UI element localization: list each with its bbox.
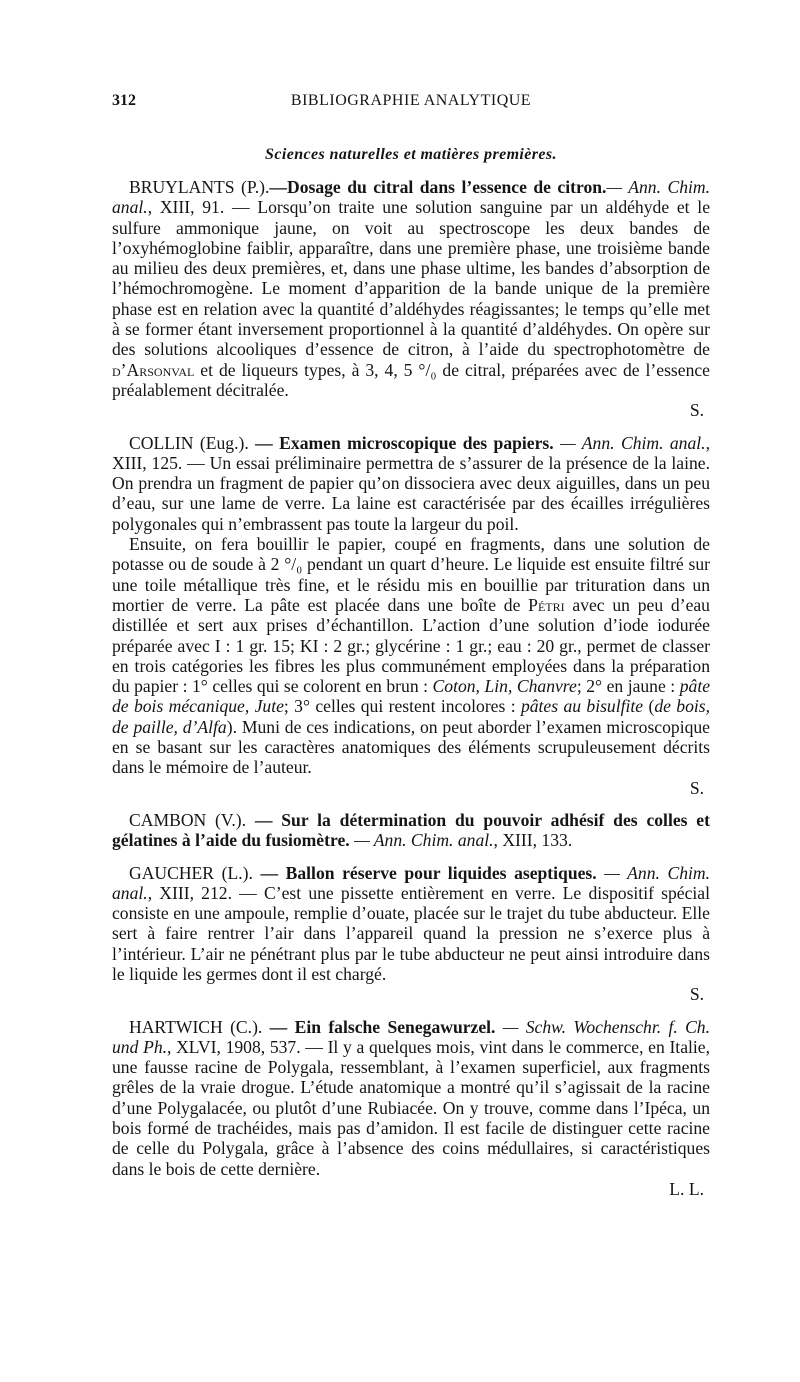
entry-signature: S. [689, 400, 704, 421]
entry-paragraph [112, 863, 710, 985]
entry-text: ). Muni de ces indications, on peut aborder l’examen microscopique en se basant sur les caractères anatomiques des éléments scrupuleusement décrits dans le mémoire de l’auteur. [112, 716, 710, 778]
entry-source: — Schw. Wochenschr. f. Ch. und Ph. [112, 1016, 711, 1057]
entry-author: COLLIN (Eug.). [129, 432, 249, 453]
entry-paragraph [112, 1017, 710, 1179]
entry-source: — Ann. Chim. anal. [112, 862, 710, 903]
entry-text: ; 2° en jaune : [576, 676, 680, 697]
entry-text: ; 3° celles qui restent incolores : [283, 696, 521, 717]
entry-source-ref: , XIII, 91. [147, 197, 225, 218]
entry-text: et de liqueurs types, à 3, 4, 5 °/₀ de citral, préparées avec de l’essence préalablement décitralée. [112, 359, 710, 400]
entry-paragraph [112, 177, 710, 400]
entry-source: — Ann. Chim. anal. [553, 432, 706, 453]
entry-title: —Dosage du citral dans l’essence de citron. [269, 177, 607, 197]
running-title: BIBLIOGRAPHIE ANALYTIQUE [290, 92, 532, 109]
entry-person-name: d’Arsonval [112, 359, 195, 380]
entry-paragraph [112, 433, 710, 534]
entry-cambon [112, 810, 710, 851]
entry-text: — Il y a quelques mois, vint dans le commerce, en Italie, une fausse racine de Polygala, ressemblant, à l’examen superficiel, aux fragments grêles de la vraie drogue. L’étude anatomique a montré qu’il s’agissait de la racine d’une Polygalacée, ou plutôt d’une Rubiacée. On y trouve, comme dans l’Ipéca, un bois formé de trachéides, mais pas d’amidon. Il est facile de distinguer cette racine de celle du Polygala, grâce à l’absence des coins médullaires, si caractéristiques dans le bois de cette dernière. [112, 1036, 710, 1179]
entry-gaucher [112, 863, 710, 1005]
entry-source: — Ann. Chim. anal. [112, 177, 710, 218]
entry-author: GAUCHER (L.). [129, 862, 253, 883]
entry-italic-term: de bois, de paille, d’Alfa [112, 696, 711, 737]
entry-author: HARTWICH (C.). [129, 1016, 263, 1037]
entry-hartwich [112, 1017, 710, 1200]
entry-title: — Ein falsche Senegawurzel. [262, 1016, 496, 1037]
entry-title: — Sur la détermination du pouvoir adhésif des colles et gélatines à l’aide du fusiomètre. [112, 809, 710, 851]
entry-text: Ensuite, on fera bouillir le papier, coupé en fragments, dans une solution de potasse ou de soude à 2 °/₀ pendant un quart d’heure. Le liquide est ensuite filtré sur une toile métallique très fine, et le résidu mis en bouillie par trituration dans un mortier de verre. La pâte est placée dans une boîte de [112, 534, 710, 615]
entry-text: — Lorsqu’on traite une solution sanguine par un aldéhyde et le sulfure ammonique jaune, on voit au spectroscope les deux bandes de l’oxyhémoglobine faiblir, apparaître, dans une première phase, une troisième bande au milieu des deux premières, et, dans une phase ultime, les bandes d’absorption de l’hémochromogène. Le moment d’apparition de la bande unique de la première phase est en relation avec la quantité d’aldéhydes réagissantes; le temps qu’elle met à se former étant inversement proportionnel à la quantité d’aldéhydes. On opère sur des solutions alcooliques d’essence de citron, à l’aide du spectrophotomètre de [112, 197, 711, 360]
entry-signature: S. [689, 984, 704, 1005]
entry-text: avec un peu d’eau distillée et sert aux prises d’échantillon. L’action d’une solution d’iode iodurée préparée avec I : 1 gr. 15; KI : 2 gr.; glycérine : 1 gr.; eau : 20 gr., permet de classer en trois catégories les fibres les plus communément employées dans la préparation du papier : 1° celles qui se colorent en brun : [112, 594, 710, 697]
entry-source-ref: , XLVI, 1908, 537. [167, 1036, 301, 1057]
entry-signature: L. L. [669, 1178, 704, 1199]
entry-text: — Un essai préliminaire permettra de s’assurer de la présence de la laine. On prendra un fragment de papier qu’on dissociera avec deux aiguilles, dans un peu d’eau, sur une lame de verre. La laine est caractérisée par des écailles irrégulières polygonales qui n’embrassent pas toute la largeur du poil. [112, 452, 710, 534]
entry-person-name: Pétri [528, 594, 565, 615]
page-header [112, 92, 710, 116]
entry-source-ref: , XIII, 133. [493, 830, 573, 851]
entry-source: — Ann. Chim. anal. [349, 830, 494, 851]
entry-collin [112, 433, 710, 798]
entry-text: — C’est une pissette entièrement en verre. Le dispositif spécial consiste en une ampoule, remplie d’ouate, placée sur le trajet du tube abducteur. Elle sert à faire rentrer l’air dans l’appareil quand la pression ne s’exerce plus à l’intérieur. L’air ne pénétrant plus par le tube abducteur ne peut ainsi introduire dans le liquide les germes dont il est chargé. [112, 882, 710, 984]
page-number: 312 [112, 92, 136, 109]
entry-author: CAMBON (V.). [129, 809, 247, 830]
entry-bruylants [112, 177, 710, 421]
entry-source-ref: , XIII, 212. [147, 882, 232, 903]
entry-italic-term: pâte de bois mécanique, Jute [112, 676, 711, 717]
entry-signature: S. [689, 777, 704, 798]
bibliography-body [112, 177, 710, 1211]
section-title: Sciences naturelles et matières premières. [265, 146, 557, 163]
entry-italic-term: pâtes au bisulfite [520, 696, 644, 717]
entry-source-ref: , XIII, 125. [112, 432, 710, 473]
entry-paragraph [112, 534, 710, 778]
entry-italic-term: Coton, Lin, Chanvre [432, 676, 577, 697]
entry-title: — Examen microscopique des papiers. [248, 432, 554, 453]
entry-text: ( [643, 696, 655, 717]
entry-paragraph [112, 810, 710, 851]
entry-author: BRUYLANTS (P.). [129, 177, 270, 197]
entry-title: — Ballon réserve pour liquides aseptiques. [252, 862, 597, 883]
